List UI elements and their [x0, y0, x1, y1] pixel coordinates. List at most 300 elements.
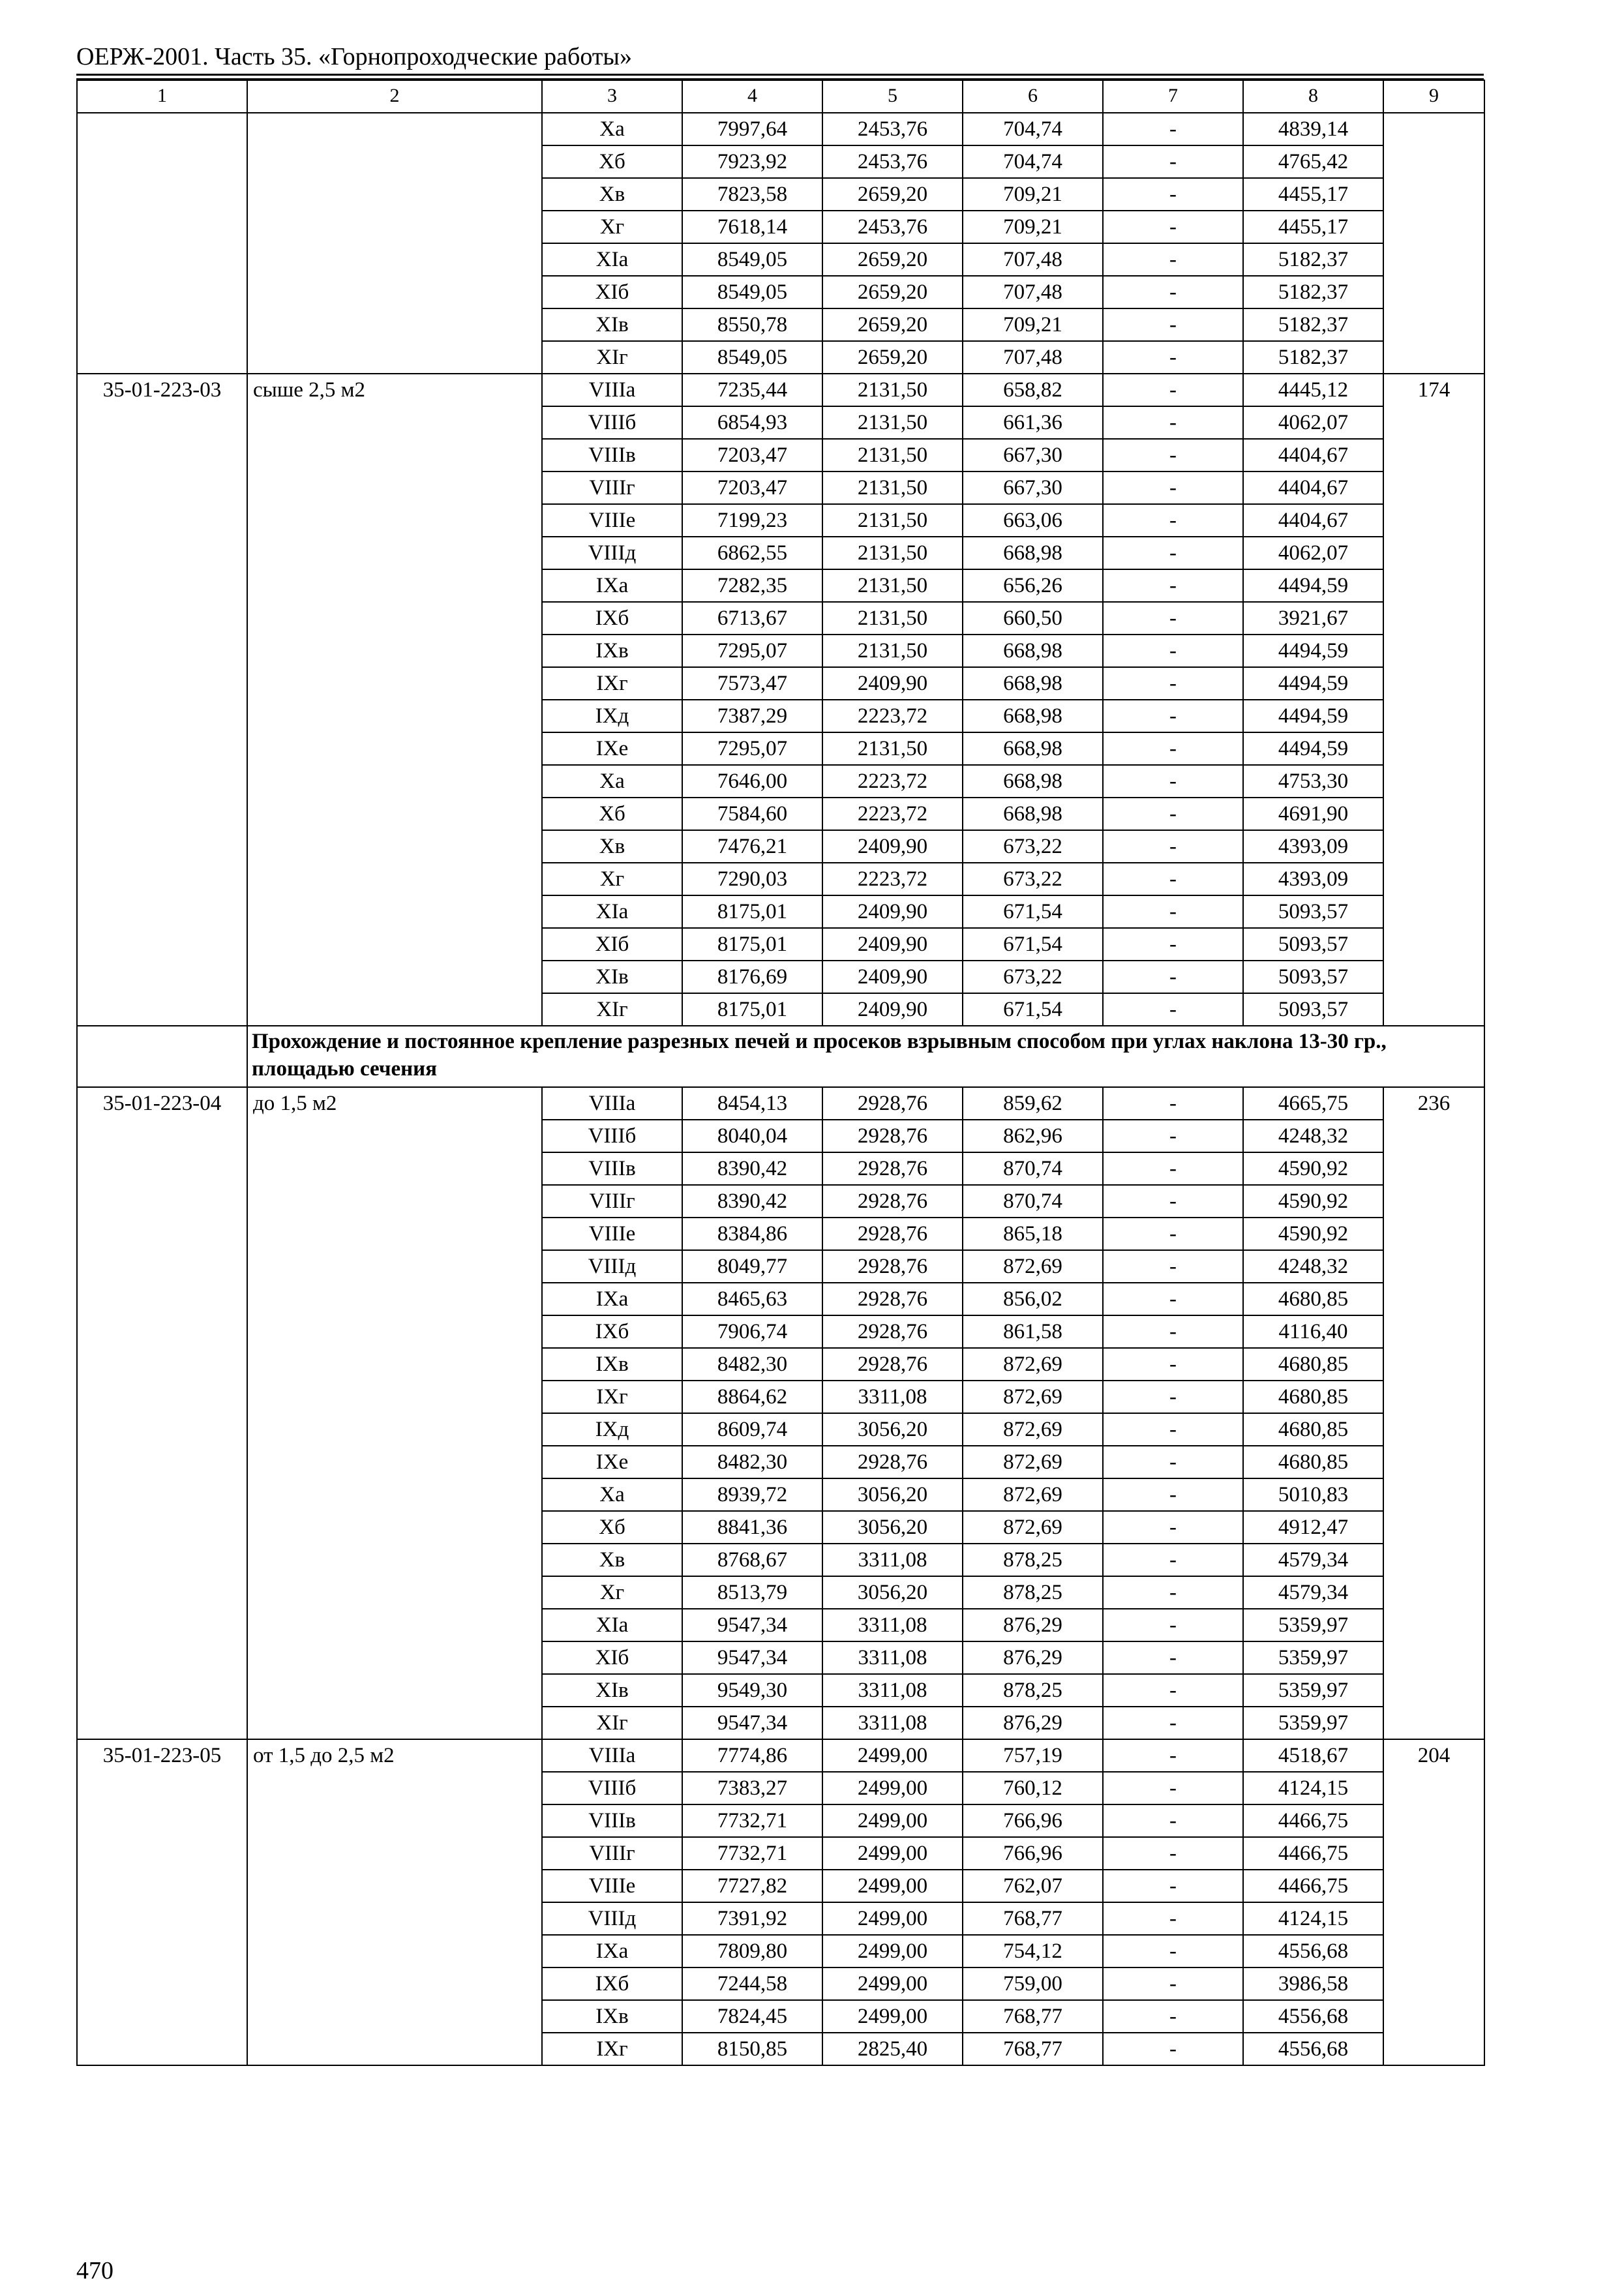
materials-cell: 4466,75 — [1243, 1804, 1383, 1837]
wages-cell: 3311,08 — [822, 1544, 963, 1576]
category-cell: XIв — [542, 308, 682, 341]
wages-cell: 2499,00 — [822, 1967, 963, 2000]
driver-wages-cell: - — [1103, 1576, 1243, 1609]
total-cost-cell: 8549,05 — [682, 243, 822, 276]
materials-cell: 4494,59 — [1243, 569, 1383, 602]
driver-wages-cell: - — [1103, 602, 1243, 635]
materials-cell: 4116,40 — [1243, 1315, 1383, 1348]
category-cell: IXг — [542, 2033, 682, 2065]
wages-cell: 2453,76 — [822, 145, 963, 178]
total-cost-cell: 7732,71 — [682, 1804, 822, 1837]
wages-cell: 2659,20 — [822, 276, 963, 308]
total-cost-cell: 8768,67 — [682, 1544, 822, 1576]
machine-cost-cell: 872,69 — [963, 1348, 1103, 1381]
materials-cell: 4445,12 — [1243, 374, 1383, 406]
machine-cost-cell: 663,06 — [963, 504, 1103, 537]
category-cell: XIг — [542, 993, 682, 1026]
materials-cell: 4680,85 — [1243, 1283, 1383, 1315]
driver-wages-cell: - — [1103, 2000, 1243, 2033]
category-cell: XIг — [542, 1707, 682, 1739]
driver-wages-cell: - — [1103, 1967, 1243, 2000]
category-cell: Xв — [542, 830, 682, 863]
wages-cell: 2131,50 — [822, 504, 963, 537]
machine-cost-cell: 673,22 — [963, 830, 1103, 863]
machine-cost-cell: 766,96 — [963, 1804, 1103, 1837]
driver-wages-cell: - — [1103, 374, 1243, 406]
category-cell: VIIIг — [542, 471, 682, 504]
wages-cell: 2131,50 — [822, 406, 963, 439]
category-cell: Xг — [542, 863, 682, 895]
category-cell: VIIIд — [542, 1902, 682, 1935]
materials-cell: 4680,85 — [1243, 1446, 1383, 1478]
category-cell: VIIIе — [542, 1870, 682, 1902]
labor-cost-cell: 204 — [1383, 1739, 1484, 2065]
category-cell: IXа — [542, 569, 682, 602]
wages-cell: 2409,90 — [822, 928, 963, 961]
materials-cell: 4556,68 — [1243, 2033, 1383, 2065]
wages-cell: 2825,40 — [822, 2033, 963, 2065]
wages-cell: 2659,20 — [822, 243, 963, 276]
table-row — [77, 113, 1484, 145]
rates-table — [76, 80, 1485, 2066]
total-cost-cell: 7997,64 — [682, 113, 822, 145]
driver-wages-cell: - — [1103, 1902, 1243, 1935]
machine-cost-cell: 757,19 — [963, 1739, 1103, 1772]
materials-cell: 4590,92 — [1243, 1218, 1383, 1250]
total-cost-cell: 8175,01 — [682, 928, 822, 961]
materials-cell: 4404,67 — [1243, 471, 1383, 504]
machine-cost-cell: 872,69 — [963, 1250, 1103, 1283]
materials-cell: 4062,07 — [1243, 406, 1383, 439]
total-cost-cell: 8841,36 — [682, 1511, 822, 1544]
driver-wages-cell: - — [1103, 667, 1243, 700]
materials-cell: 4124,15 — [1243, 1902, 1383, 1935]
wages-cell: 2659,20 — [822, 178, 963, 211]
total-cost-cell: 6854,93 — [682, 406, 822, 439]
category-cell: Xб — [542, 145, 682, 178]
materials-cell: 4556,68 — [1243, 2000, 1383, 2033]
total-cost-cell: 8864,62 — [682, 1381, 822, 1413]
machine-cost-cell: 656,26 — [963, 569, 1103, 602]
category-cell: VIIIв — [542, 439, 682, 471]
category-cell: IXа — [542, 1283, 682, 1315]
wages-cell: 2131,50 — [822, 602, 963, 635]
category-cell: Xа — [542, 1478, 682, 1511]
category-cell: VIIIв — [542, 1804, 682, 1837]
category-cell: IXд — [542, 1413, 682, 1446]
driver-wages-cell: - — [1103, 1609, 1243, 1641]
wages-cell: 2659,20 — [822, 341, 963, 374]
materials-cell: 4579,34 — [1243, 1544, 1383, 1576]
materials-cell: 4590,92 — [1243, 1185, 1383, 1218]
machine-cost-cell: 856,02 — [963, 1283, 1103, 1315]
materials-cell: 4518,67 — [1243, 1739, 1383, 1772]
wages-cell: 2223,72 — [822, 765, 963, 798]
category-cell: VIIIа — [542, 1087, 682, 1120]
total-cost-cell: 7383,27 — [682, 1772, 822, 1804]
materials-cell: 4404,67 — [1243, 439, 1383, 471]
column-number-cell: 3 — [542, 80, 682, 113]
materials-cell: 4494,59 — [1243, 732, 1383, 765]
wages-cell: 2928,76 — [822, 1087, 963, 1120]
driver-wages-cell: - — [1103, 308, 1243, 341]
wages-cell: 2928,76 — [822, 1348, 963, 1381]
driver-wages-cell: - — [1103, 1413, 1243, 1446]
wages-cell: 2928,76 — [822, 1152, 963, 1185]
materials-cell: 4248,32 — [1243, 1250, 1383, 1283]
machine-cost-cell: 766,96 — [963, 1837, 1103, 1870]
materials-cell: 4665,75 — [1243, 1087, 1383, 1120]
machine-cost-cell: 760,12 — [963, 1772, 1103, 1804]
total-cost-cell: 8390,42 — [682, 1185, 822, 1218]
header-rule — [76, 74, 1484, 76]
category-cell: VIIIб — [542, 406, 682, 439]
materials-cell: 5182,37 — [1243, 341, 1383, 374]
materials-cell: 4455,17 — [1243, 211, 1383, 243]
driver-wages-cell: - — [1103, 700, 1243, 732]
materials-cell: 4556,68 — [1243, 1935, 1383, 1967]
wages-cell: 2223,72 — [822, 798, 963, 830]
machine-cost-cell: 870,74 — [963, 1185, 1103, 1218]
machine-cost-cell: 872,69 — [963, 1478, 1103, 1511]
machine-cost-cell: 707,48 — [963, 276, 1103, 308]
machine-cost-cell: 865,18 — [963, 1218, 1103, 1250]
materials-cell: 4691,90 — [1243, 798, 1383, 830]
machine-cost-cell: 668,98 — [963, 765, 1103, 798]
machine-cost-cell: 668,98 — [963, 732, 1103, 765]
machine-cost-cell: 667,30 — [963, 471, 1103, 504]
machine-cost-cell: 704,74 — [963, 145, 1103, 178]
materials-cell: 5182,37 — [1243, 243, 1383, 276]
rate-code: 35-01-223-03 — [77, 374, 247, 1026]
driver-wages-cell: - — [1103, 537, 1243, 569]
wages-cell: 2409,90 — [822, 993, 963, 1026]
wages-cell: 3056,20 — [822, 1413, 963, 1446]
machine-cost-cell: 754,12 — [963, 1935, 1103, 1967]
category-cell: XIв — [542, 1674, 682, 1707]
category-cell: Xг — [542, 211, 682, 243]
category-cell: VIIIв — [542, 1152, 682, 1185]
column-number-cell: 4 — [682, 80, 822, 113]
wages-cell: 2131,50 — [822, 635, 963, 667]
wages-cell: 2928,76 — [822, 1446, 963, 1478]
total-cost-cell: 7235,44 — [682, 374, 822, 406]
wages-cell: 3056,20 — [822, 1576, 963, 1609]
total-cost-cell: 7923,92 — [682, 145, 822, 178]
driver-wages-cell: - — [1103, 895, 1243, 928]
materials-cell: 4393,09 — [1243, 863, 1383, 895]
machine-cost-cell: 859,62 — [963, 1087, 1103, 1120]
wages-cell: 2453,76 — [822, 211, 963, 243]
materials-cell: 4248,32 — [1243, 1120, 1383, 1152]
driver-wages-cell: - — [1103, 504, 1243, 537]
wages-cell: 2409,90 — [822, 830, 963, 863]
total-cost-cell: 7573,47 — [682, 667, 822, 700]
driver-wages-cell: - — [1103, 211, 1243, 243]
total-cost-cell: 7584,60 — [682, 798, 822, 830]
total-cost-cell: 8482,30 — [682, 1348, 822, 1381]
rate-code: 35-01-223-04 — [77, 1087, 247, 1739]
machine-cost-cell: 709,21 — [963, 211, 1103, 243]
materials-cell: 4466,75 — [1243, 1870, 1383, 1902]
machine-cost-cell: 660,50 — [963, 602, 1103, 635]
materials-cell: 4590,92 — [1243, 1152, 1383, 1185]
driver-wages-cell: - — [1103, 1837, 1243, 1870]
driver-wages-cell: - — [1103, 1348, 1243, 1381]
wages-cell: 2409,90 — [822, 961, 963, 993]
machine-cost-cell: 762,07 — [963, 1870, 1103, 1902]
column-number-cell: 8 — [1243, 80, 1383, 113]
total-cost-cell: 8465,63 — [682, 1283, 822, 1315]
category-cell: VIIIб — [542, 1120, 682, 1152]
driver-wages-cell: - — [1103, 1152, 1243, 1185]
materials-cell: 5093,57 — [1243, 961, 1383, 993]
materials-cell: 4765,42 — [1243, 145, 1383, 178]
total-cost-cell: 8549,05 — [682, 341, 822, 374]
materials-cell: 5359,97 — [1243, 1707, 1383, 1739]
total-cost-cell: 7774,86 — [682, 1739, 822, 1772]
machine-cost-cell: 707,48 — [963, 243, 1103, 276]
materials-cell: 5182,37 — [1243, 308, 1383, 341]
driver-wages-cell: - — [1103, 1120, 1243, 1152]
total-cost-cell: 7727,82 — [682, 1870, 822, 1902]
machine-cost-cell: 872,69 — [963, 1511, 1103, 1544]
category-cell: IXб — [542, 1967, 682, 2000]
machine-cost-cell: 876,29 — [963, 1609, 1103, 1641]
materials-cell: 4494,59 — [1243, 700, 1383, 732]
wages-cell: 2928,76 — [822, 1315, 963, 1348]
wages-cell: 2499,00 — [822, 1739, 963, 1772]
driver-wages-cell: - — [1103, 276, 1243, 308]
driver-wages-cell: - — [1103, 1935, 1243, 1967]
machine-cost-cell: 878,25 — [963, 1674, 1103, 1707]
wages-cell: 2131,50 — [822, 374, 963, 406]
total-cost-cell: 7906,74 — [682, 1315, 822, 1348]
machine-cost-cell: 709,21 — [963, 308, 1103, 341]
driver-wages-cell: - — [1103, 2033, 1243, 2065]
category-cell: VIIIе — [542, 1218, 682, 1250]
wages-cell: 2499,00 — [822, 1870, 963, 1902]
machine-cost-cell: 759,00 — [963, 1967, 1103, 2000]
total-cost-cell: 8550,78 — [682, 308, 822, 341]
table-row — [77, 374, 1484, 406]
materials-cell: 3921,67 — [1243, 602, 1383, 635]
machine-cost-cell: 878,25 — [963, 1576, 1103, 1609]
category-cell: Xв — [542, 178, 682, 211]
column-number-cell: 1 — [77, 80, 247, 113]
column-number-cell: 2 — [247, 80, 542, 113]
machine-cost-cell: 872,69 — [963, 1413, 1103, 1446]
work-name: от 1,5 до 2,5 м2 — [247, 1739, 542, 2065]
total-cost-cell: 8609,74 — [682, 1413, 822, 1446]
driver-wages-cell: - — [1103, 830, 1243, 863]
wages-cell: 3311,08 — [822, 1381, 963, 1413]
materials-cell: 5093,57 — [1243, 928, 1383, 961]
category-cell: XIб — [542, 928, 682, 961]
machine-cost-cell: 658,82 — [963, 374, 1103, 406]
total-cost-cell: 7387,29 — [682, 700, 822, 732]
machine-cost-cell: 870,74 — [963, 1152, 1103, 1185]
machine-cost-cell: 861,58 — [963, 1315, 1103, 1348]
total-cost-cell: 7646,00 — [682, 765, 822, 798]
total-cost-cell: 7295,07 — [682, 635, 822, 667]
driver-wages-cell: - — [1103, 178, 1243, 211]
driver-wages-cell: - — [1103, 1804, 1243, 1837]
materials-cell: 5359,97 — [1243, 1609, 1383, 1641]
machine-cost-cell: 668,98 — [963, 635, 1103, 667]
category-cell: Xа — [542, 765, 682, 798]
total-cost-cell: 7618,14 — [682, 211, 822, 243]
category-cell: VIIIа — [542, 1739, 682, 1772]
machine-cost-cell: 668,98 — [963, 667, 1103, 700]
materials-cell: 4494,59 — [1243, 635, 1383, 667]
driver-wages-cell: - — [1103, 569, 1243, 602]
total-cost-cell: 8454,13 — [682, 1087, 822, 1120]
total-cost-cell: 8384,86 — [682, 1218, 822, 1250]
total-cost-cell: 9549,30 — [682, 1674, 822, 1707]
wages-cell: 2499,00 — [822, 1804, 963, 1837]
category-cell: XIа — [542, 895, 682, 928]
wages-cell: 3311,08 — [822, 1707, 963, 1739]
driver-wages-cell: - — [1103, 113, 1243, 145]
driver-wages-cell: - — [1103, 1739, 1243, 1772]
rate-code: 35-01-223-05 — [77, 1739, 247, 2065]
category-cell: VIIIг — [542, 1837, 682, 1870]
wages-cell: 2223,72 — [822, 700, 963, 732]
total-cost-cell: 7290,03 — [682, 863, 822, 895]
category-cell: XIб — [542, 276, 682, 308]
section-title: Прохождение и постоянное крепление разрезных печей и просеков взрывным способом при углах наклона 13-30 гр., площадью сечения — [247, 1026, 1484, 1087]
driver-wages-cell: - — [1103, 1315, 1243, 1348]
wages-cell: 2131,50 — [822, 439, 963, 471]
labor-cost-cell: 236 — [1383, 1087, 1484, 1739]
total-cost-cell: 6862,55 — [682, 537, 822, 569]
machine-cost-cell: 667,30 — [963, 439, 1103, 471]
total-cost-cell: 7824,45 — [682, 2000, 822, 2033]
wages-cell: 2928,76 — [822, 1250, 963, 1283]
total-cost-cell: 7732,71 — [682, 1837, 822, 1870]
machine-cost-cell: 768,77 — [963, 2000, 1103, 2033]
materials-cell: 3986,58 — [1243, 1967, 1383, 2000]
category-cell: VIIIд — [542, 537, 682, 569]
machine-cost-cell: 704,74 — [963, 113, 1103, 145]
machine-cost-cell: 671,54 — [963, 993, 1103, 1026]
total-cost-cell: 8175,01 — [682, 895, 822, 928]
total-cost-cell: 7476,21 — [682, 830, 822, 863]
category-cell: IXв — [542, 1348, 682, 1381]
machine-cost-cell: 876,29 — [963, 1707, 1103, 1739]
wages-cell: 2659,20 — [822, 308, 963, 341]
wages-cell: 2223,72 — [822, 863, 963, 895]
driver-wages-cell: - — [1103, 145, 1243, 178]
wages-cell: 3311,08 — [822, 1609, 963, 1641]
materials-cell: 4124,15 — [1243, 1772, 1383, 1804]
total-cost-cell: 6713,67 — [682, 602, 822, 635]
materials-cell: 4839,14 — [1243, 113, 1383, 145]
section-heading-row — [77, 1026, 1484, 1087]
column-number-cell: 7 — [1103, 80, 1243, 113]
materials-cell: 5093,57 — [1243, 993, 1383, 1026]
category-cell: XIа — [542, 1609, 682, 1641]
driver-wages-cell: - — [1103, 1870, 1243, 1902]
column-number-cell: 5 — [822, 80, 963, 113]
wages-cell: 2453,76 — [822, 113, 963, 145]
machine-cost-cell: 673,22 — [963, 863, 1103, 895]
driver-wages-cell: - — [1103, 1283, 1243, 1315]
column-number-cell: 6 — [963, 80, 1103, 113]
materials-cell: 4404,67 — [1243, 504, 1383, 537]
materials-cell: 4680,85 — [1243, 1413, 1383, 1446]
total-cost-cell: 9547,34 — [682, 1707, 822, 1739]
total-cost-cell: 7809,80 — [682, 1935, 822, 1967]
materials-cell: 4062,07 — [1243, 537, 1383, 569]
materials-cell: 5093,57 — [1243, 895, 1383, 928]
materials-cell: 4680,85 — [1243, 1381, 1383, 1413]
machine-cost-cell: 878,25 — [963, 1544, 1103, 1576]
category-cell: IXб — [542, 602, 682, 635]
wages-cell: 2928,76 — [822, 1185, 963, 1218]
machine-cost-cell: 768,77 — [963, 2033, 1103, 2065]
wages-cell: 3311,08 — [822, 1641, 963, 1674]
machine-cost-cell: 872,69 — [963, 1446, 1103, 1478]
category-cell: IXв — [542, 635, 682, 667]
total-cost-cell: 7295,07 — [682, 732, 822, 765]
materials-cell: 4579,34 — [1243, 1576, 1383, 1609]
total-cost-cell: 7391,92 — [682, 1902, 822, 1935]
table-row — [77, 1087, 1484, 1120]
category-cell: IXг — [542, 1381, 682, 1413]
driver-wages-cell: - — [1103, 863, 1243, 895]
wages-cell: 2409,90 — [822, 895, 963, 928]
materials-cell: 5359,97 — [1243, 1641, 1383, 1674]
total-cost-cell: 7823,58 — [682, 178, 822, 211]
driver-wages-cell: - — [1103, 243, 1243, 276]
total-cost-cell: 8482,30 — [682, 1446, 822, 1478]
materials-cell: 4455,17 — [1243, 178, 1383, 211]
driver-wages-cell: - — [1103, 471, 1243, 504]
work-name — [247, 113, 542, 374]
labor-cost-cell — [1383, 113, 1484, 374]
wages-cell: 2499,00 — [822, 1772, 963, 1804]
driver-wages-cell: - — [1103, 1250, 1243, 1283]
machine-cost-cell: 661,36 — [963, 406, 1103, 439]
machine-cost-cell: 668,98 — [963, 700, 1103, 732]
category-cell: VIIIг — [542, 1185, 682, 1218]
materials-cell: 4494,59 — [1243, 667, 1383, 700]
total-cost-cell: 8049,77 — [682, 1250, 822, 1283]
driver-wages-cell: - — [1103, 1087, 1243, 1120]
category-cell: IXв — [542, 2000, 682, 2033]
total-cost-cell: 9547,34 — [682, 1641, 822, 1674]
machine-cost-cell: 709,21 — [963, 178, 1103, 211]
materials-cell: 4753,30 — [1243, 765, 1383, 798]
column-number-cell: 9 — [1383, 80, 1484, 113]
driver-wages-cell: - — [1103, 765, 1243, 798]
category-cell: VIIIе — [542, 504, 682, 537]
total-cost-cell: 8939,72 — [682, 1478, 822, 1511]
machine-cost-cell: 876,29 — [963, 1641, 1103, 1674]
category-cell: Xв — [542, 1544, 682, 1576]
driver-wages-cell: - — [1103, 406, 1243, 439]
category-cell: XIб — [542, 1641, 682, 1674]
total-cost-cell: 8150,85 — [682, 2033, 822, 2065]
total-cost-cell: 7199,23 — [682, 504, 822, 537]
wages-cell: 2131,50 — [822, 537, 963, 569]
wages-cell: 2928,76 — [822, 1218, 963, 1250]
category-cell: XIв — [542, 961, 682, 993]
wages-cell: 2131,50 — [822, 732, 963, 765]
wages-cell: 3056,20 — [822, 1511, 963, 1544]
